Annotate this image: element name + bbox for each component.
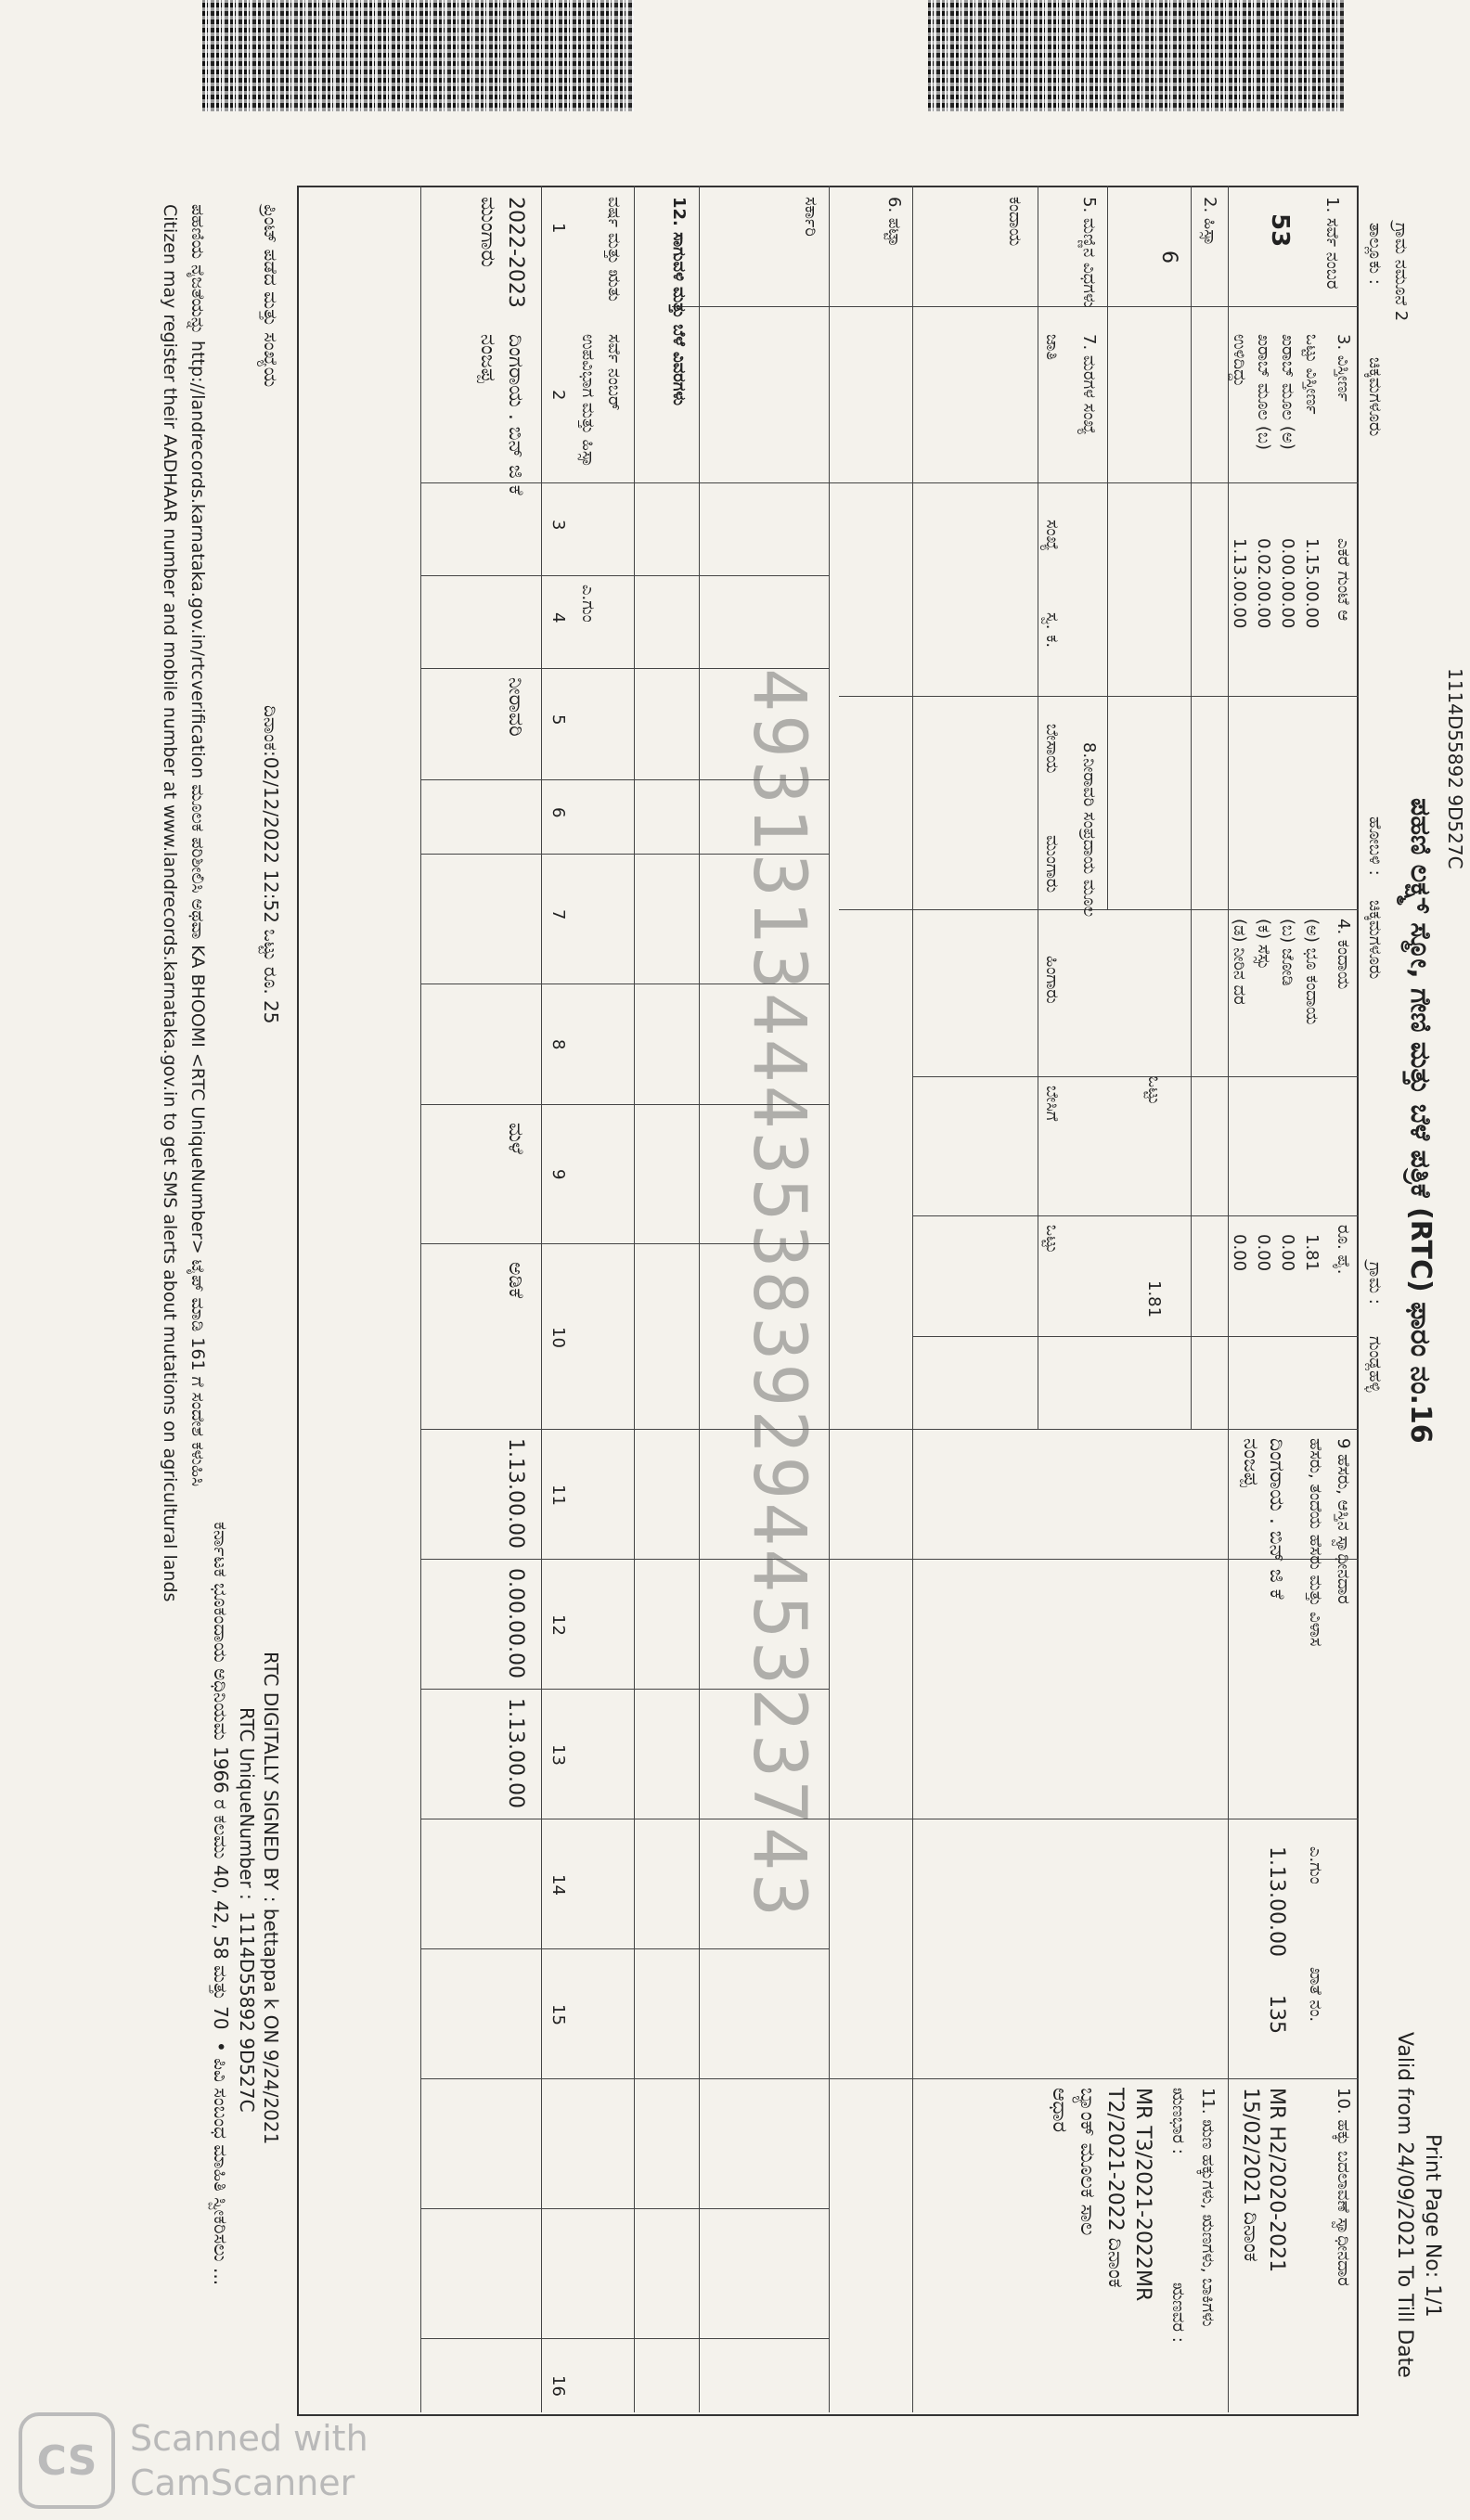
crop-col-year: ವರ್ಷ ಮತ್ತು ಋತು — [604, 197, 624, 302]
hissa-label: 2. ಹಿಸ್ಸಾ — [1200, 197, 1219, 246]
assessment-total-label: ಒಟ್ಟು — [1144, 1076, 1164, 1105]
owner-khata: 135 — [1265, 1995, 1288, 2034]
extent-row-value-1: 0.00.00.00 — [1278, 538, 1297, 629]
crop-col-14: 14 — [548, 1874, 568, 1896]
assessment-label: 4. ಕಂದಾಯ — [1334, 919, 1353, 990]
crop-col-12: 12 — [548, 1614, 568, 1636]
footer-english: Citizen may register their AADHAAR number and mobile number at www.landrecords.karnataka.gov.in to get SMS alerts about mutations on agricultural lands — [160, 204, 180, 1602]
gram-label: ಗ್ರಾಮ ನಮೂನೆ 2 — [1391, 223, 1411, 322]
assessment-total: 1.81 — [1144, 1280, 1164, 1318]
owner-name-line2: ನಂಜಪ್ಪ — [1239, 1438, 1262, 1487]
crop-soil: ನೀರಾವರಿ — [504, 677, 527, 737]
crop-cultivator-line1: ದಿಂಗರಾಯ . ಬಿನ್ ಜಿ ಕೆ — [504, 334, 527, 495]
crop-name: ಅಡಿಕೆ — [504, 1262, 527, 1299]
rtc-document — [152, 148, 1470, 2440]
tree-col-0: ಜಾತಿ — [1042, 334, 1062, 360]
footer-act: ಕರ್ನಾಟಕ ಭೂಕಂದಾಯ ಅಧಿನಿಯಮ 1966 ರ ಕಲಮು 40, 42, 58 ಮತ್ತು 70 — [210, 1522, 232, 2030]
liability-sub-left: ಋಣಭಾರ : — [1168, 2088, 1188, 2154]
survey-no: 53 — [1266, 213, 1294, 248]
mutation-header: 10. ಹಕ್ಕು ಬದಲಾವಣೆ ಸ್ವಾಧೀನದಾರ — [1334, 2088, 1353, 2286]
liability-header: 11. ಋಣ ಹಕ್ಕುಗಳು, ಋಣಗಳು, ಬಾಕಿಗಳು — [1198, 2088, 1218, 2327]
barcode-right — [928, 0, 1344, 111]
label-kandu: ಕಂದಾಯ — [1005, 197, 1025, 247]
liability-line1: MR T3/2021-2022MR — [1131, 2088, 1154, 2302]
owner-khata-label: ಖಾತೆ ನಂ. — [1306, 1967, 1325, 2023]
doc-id: 1114D55892 9D527C — [1444, 668, 1466, 869]
extent-row-value-0: 1.15.00.00 — [1302, 538, 1322, 629]
village-label: ಗ್ರಾಮ : — [1365, 1262, 1385, 1305]
liability-line4: ಆಧಾರ — [1048, 2088, 1071, 2133]
extent-row-label-1: ಖರಾಬ್ ಮೂಲ (ಅ) — [1278, 334, 1297, 450]
label-row8: 8.ನೀರಾವರಿ ಸಂಪ್ರದಾಯ ಮೂಲ — [1079, 742, 1099, 918]
assessment-row-label-1: (ಬ) ಜೋಡಿ — [1278, 919, 1297, 986]
crop-area-irrigated: 1.13.00.00 — [504, 1438, 527, 1549]
extent-row-label-2: ಖರಾಬ್ ಮೂಲ (ಬ) — [1254, 334, 1273, 451]
assessment-row-label-0: (ಅ) ಭೂ ಕಂದಾಯ — [1302, 919, 1322, 1025]
mutation-line1: MR H2/2020-2021 — [1265, 2088, 1288, 2273]
crop-col-4: 4 — [548, 612, 568, 624]
owner-area-units: ಎ.ಗುಂ — [1306, 1846, 1325, 1884]
assessment-row-value-3: 0.00 — [1230, 1234, 1249, 1272]
footer-unique-label: RTC UniqueNumber : — [236, 1707, 258, 1900]
camscanner-text — [130, 2416, 368, 2505]
label-row7: 7. ಮರಗಳ ಸಂಖ್ಯೆ — [1079, 334, 1099, 435]
footer-note: ಪ್ರಿಂಟ್ ಪಡೆದ ಮತ್ತು ಸಂಖ್ಯೆಯ — [260, 204, 282, 388]
footer-date: ದಿನಾಂಕ:02/12/2022 12:52 ಒಟ್ಟು ರೂ. 25 — [260, 705, 282, 1024]
watermark: 493131344435383929445323743 — [737, 668, 820, 1920]
crop-col-sub: ಉಪವಿಭಾಗ ಮತ್ತು ಹಿಸ್ಸಾ — [578, 334, 598, 468]
barcode-left — [202, 0, 634, 111]
crop-col-8: 8 — [548, 1039, 568, 1050]
crop-col-15: 15 — [548, 2004, 568, 2025]
page-title: ಪಹಣಿ ಲಕ್ಷ್ಮ್ ಸ್ಮೋ, ಗೇಣಿ ಮತ್ತು ಬೆಳೆ ಪತ್ರಿಕೆ (RTC) ಫಾರಂ ನಂ.16 — [1404, 798, 1437, 1444]
tree-col-2: ಸ್ವ. ಕ. — [1042, 612, 1062, 649]
taluk-label: ತಾಲ್ಲೂಕು : — [1365, 223, 1385, 285]
mutation-line2: 15/02/2021 ದಿನಾಂಕ — [1239, 2088, 1262, 2262]
extent-row-label-3: ಉಳಿದಿದ್ದು — [1230, 334, 1249, 388]
crop-col-6: 6 — [548, 807, 568, 818]
extent-label: 3. ವಿಸ್ತೀರ್ಣ — [1334, 334, 1353, 402]
label-sarkari: ಸರ್ಕಾರಿ — [801, 197, 820, 237]
extent-row-value-3: 1.13.00.00 — [1230, 538, 1249, 629]
valid-from: Valid from 24/09/2021 To Till Date — [1393, 2032, 1416, 2378]
print-page: Print Page No: 1/1 — [1421, 2134, 1444, 2318]
crop-col-5: 5 — [548, 714, 568, 726]
crop-year: 2022-2023 — [504, 197, 527, 308]
footer-unique: 1114D55892 9D527C — [236, 1911, 258, 2113]
irrig-col-2: ಹಿಂಗಾರು — [1042, 956, 1062, 1004]
footer-right-note: • ಪಿವಿ ಸಂಬಂಧ ಮಾಹಿತಿ ಸ್ವೀಕರಿಸಲು ... — [210, 2041, 232, 2286]
liability-sub-right: ಋಣವರ : — [1168, 2282, 1188, 2343]
extent-row-value-2: 0.02.00.00 — [1254, 538, 1273, 629]
crop-area-dry: 0.00.00.00 — [504, 1568, 527, 1678]
crop-col-11: 11 — [548, 1485, 568, 1506]
tree-col-1: ಸಂಖ್ಯೆ — [1042, 520, 1062, 551]
owner-name-line1: ದಿಂಗರಾಯ . ಬಿನ್ ಜಿ ಕೆ — [1265, 1438, 1288, 1600]
assessment-row-label-3: (ಡ) ನೀರಿನ ದರ — [1230, 919, 1249, 1005]
survey-no-label: 1. ಸರ್ವೆ ನಂಬರ — [1322, 197, 1342, 289]
label-row5: 5. ಮಣ್ಣಿನ ವಿಧಗಳು — [1079, 197, 1099, 308]
village-value: ಗುಂಡ್ಲಹಳ್ಳಿ — [1365, 1336, 1385, 1393]
crop-water: ಮಳೆ — [504, 1123, 527, 1154]
owner-header: 9 ಹೆಸರು, ಆಸ್ತಿನ ಸ್ವಾಧೀನದಾರ — [1334, 1438, 1353, 1604]
crop-cultivator-line2: ನಂಜಪ್ಪ — [476, 334, 499, 383]
label-row6: 6. ಪಟ್ಟಾ — [884, 197, 904, 247]
camscanner-logo: CS — [19, 2412, 115, 2509]
assessment-units: ರೂ. ಪೈ. — [1334, 1225, 1353, 1275]
hobli-value: ಚಿಕ್ಕಮಗಳೂರು — [1365, 900, 1385, 980]
footer-kannada: ಪಹಣಿಯ ನೈಜತೆಯನ್ನು http://landrecords.karnataka.gov.in/rtcverification ಮೂಲಕ ಪರಿಶೀಲಿಸಿ ಅಥವಾ KA BHOOMI <RTC UniqueNumber> ಟೈಪ್ ಮಾಡಿ 161 ಗೆ ಸಂದೇಶ ಕಳುಹಿಸಿ — [187, 204, 208, 1487]
crop-unit-a: ಎ.ಗುಂ — [578, 585, 598, 623]
irrig-col-3: ಬೇಸಿಗೆ — [1042, 1086, 1062, 1122]
rtc-table — [297, 186, 1359, 2416]
crop-col-9: 9 — [548, 1169, 568, 1180]
liability-line3: ಬ್ಯಾಂಕ್ ಮೂಲಕ ಸಾಲ — [1076, 2088, 1099, 2236]
crop-season: ಮುಂಗಾರು — [476, 197, 499, 267]
assessment-row-value-0: 1.81 — [1302, 1234, 1322, 1272]
extent-units: ಎಕರೆ ಗುಂಟೆ ಆ — [1334, 538, 1353, 622]
irrig-col-4: ಒಟ್ಟು — [1042, 1225, 1062, 1254]
crop-col-16: 16 — [548, 2375, 568, 2397]
assessment-row-value-1: 0.00 — [1278, 1234, 1297, 1272]
owner-sub: ಹೆಸರು, ತಂದೆಯ ಹೆಸರು ಮತ್ತು ವಿಳಾಸ — [1306, 1438, 1325, 1647]
assessment-row-value-2: 0.00 — [1254, 1234, 1273, 1272]
crop-col-num: ಸರ್ವೆ ನಂಬರ್ — [604, 334, 624, 411]
camscanner-line2: CamScanner — [130, 2462, 355, 2503]
hissa-value: 6 — [1157, 251, 1180, 264]
owner-area: 1.13.00.00 — [1265, 1846, 1288, 1957]
camscanner-line1: Scanned with — [130, 2418, 368, 2459]
assessment-row-label-2: (ಕ) ಸೆಸ್ಸು — [1254, 919, 1273, 971]
hobli-label: ಹೋಬಳಿ : — [1365, 816, 1385, 876]
extent-row-label-0: ಒಟ್ಟು ವಿಸ್ತೀರ್ಣ — [1302, 334, 1322, 415]
crop-header: 12. ಸಾಗುವಳಿ ಮತ್ತು ಬೆಳೆ ವಿವರಗಳು — [669, 197, 689, 406]
taluk-value: ಚಿಕ್ಕಮಗಳೂರು — [1365, 357, 1385, 437]
crop-col-3: 3 — [548, 520, 568, 531]
irrig-col-0: ಬೇಸಾಯ — [1042, 724, 1062, 774]
crop-col-2: 2 — [548, 390, 568, 401]
crop-col-1: 1 — [548, 223, 568, 234]
footer-signed: RTC DIGITALLY SIGNED BY : bettappa k ON 9/24/2021 — [260, 1652, 282, 2145]
crop-area-total: 1.13.00.00 — [504, 1698, 527, 1808]
crop-col-10: 10 — [548, 1327, 568, 1348]
crop-col-13: 13 — [548, 1744, 568, 1766]
liability-line2: T2/2021-2022 ದಿನಾಂಕ — [1103, 2088, 1127, 2288]
crop-col-7: 7 — [548, 909, 568, 920]
irrig-col-1: ಮುಂಗಾರು — [1042, 835, 1062, 894]
